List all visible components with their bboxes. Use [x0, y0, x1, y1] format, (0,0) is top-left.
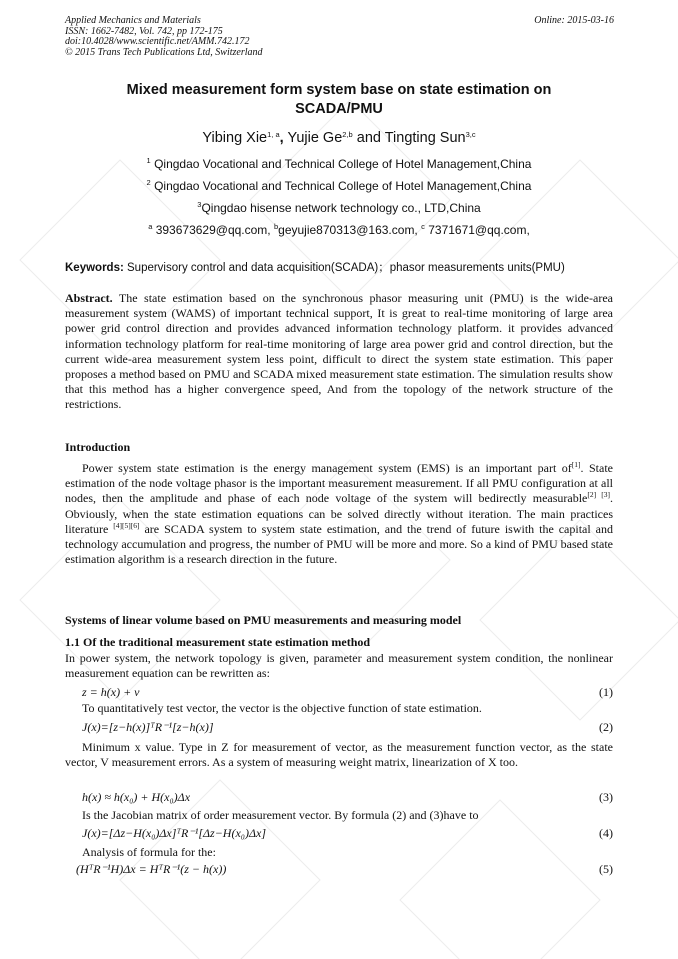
author-2: Yujie Ge: [287, 130, 343, 146]
equation-5-formula: (HᵀR⁻¹H)Δx = HᵀR⁻¹(z − h(x)): [76, 862, 227, 876]
aff-3-sup: 3: [197, 200, 202, 209]
aff-1-text: Qingdao Vocational and Technical College of Hotel Management,China: [154, 157, 532, 171]
aff-2-text: Qingdao Vocational and Technical College of Hotel Management,China: [154, 179, 532, 193]
intro-text-1: Power system state estimation is the energy management system (EMS) is an important part of: [82, 461, 572, 475]
aff-3-text: Qingdao hisense network technology co., LTD,China: [201, 201, 481, 215]
author-1-sup: 1, a: [267, 130, 280, 139]
email-b-sup: b: [273, 222, 279, 231]
section-text-3: Minimum x value. Type in Z for measurement of vector, as the measurement function vector, as the state vector, V measurement errors. As a system of measuring weight matrix, linearization of X too.: [65, 740, 613, 770]
author-3-sup: 3,c: [465, 130, 476, 139]
equation-3: [65, 790, 613, 805]
introduction-heading: Introduction: [65, 440, 131, 454]
abstract-label: Abstract.: [65, 291, 113, 305]
affiliation-3: [0, 201, 678, 215]
section-heading: Systems of linear volume based on PMU measurements and measuring model: [65, 613, 462, 627]
abstract: [65, 291, 613, 413]
equation-2-number: (2): [599, 720, 613, 734]
title-line-1: Mixed measurement form system base on state estimation on: [126, 82, 552, 98]
section-text-5: Analysis of formula for the:: [82, 845, 216, 859]
journal-header: [65, 16, 263, 58]
ref-4-6: [4][5][6]: [113, 520, 140, 530]
ref-1: [1]: [571, 460, 581, 469]
affiliation-2: [0, 179, 678, 193]
issn: ISSN: 1662-7482, Vol. 742, pp 172-175: [65, 25, 223, 37]
email-a: 393673629@qq.com,: [155, 223, 271, 237]
author-2-sup: 2,b: [342, 130, 353, 139]
subsection-heading: 1.1 Of the traditional measurement state estimation method: [65, 635, 371, 649]
doi: doi:10.4028/www.scientific.net/AMM.742.172: [65, 36, 250, 47]
intro-text-3: . Obviously, when the state estimation equations can be solved directly without iteration. The main practices literature: [65, 491, 613, 536]
emails: [0, 223, 678, 237]
equation-5: [65, 862, 613, 877]
intro-text-2: . State estimation of the node voltage phasor is the important measurement measurement. If all PMU configuration at all nodes, then the amplitude and phase of each node voltage of the system will bedirectly measurable: [65, 461, 613, 506]
section-text-1: In power system, the network topology is given, parameter and measurement system condition, the nonlinear measurement equation can be rewritten as:: [65, 651, 613, 681]
ref-2-3: [2] [3]: [587, 490, 610, 500]
paper-title: [70, 81, 608, 119]
section-text-2: To quantitatively test vector, the vector is the objective function of state estimation.: [82, 701, 482, 715]
equation-3-number: (3): [599, 790, 613, 804]
author-3: Tingting Sun: [384, 130, 466, 146]
author-1: Yibing Xie: [202, 130, 268, 146]
email-b: geyujie870313@163.com,: [278, 223, 418, 237]
author-and: and: [356, 130, 381, 146]
equation-5-number: (5): [599, 862, 613, 876]
equation-1-formula: z = h(x) + v: [82, 685, 140, 699]
keywords-text: Supervisory control and data acquisition(SCADA)；phasor measurements units(PMU): [127, 262, 565, 274]
equation-1-number: (1): [599, 685, 613, 699]
introduction-paragraph: [65, 461, 613, 567]
equation-2-formula: J(x)=[z−h(x)]ᵀR⁻¹[z−h(x)]: [82, 720, 214, 734]
aff-2-sup: 2: [146, 178, 151, 187]
email-a-sup: a: [148, 222, 153, 231]
journal-name: Applied Mechanics and Materials: [65, 15, 201, 26]
online-date: Online: 2015-03-16: [534, 15, 614, 26]
email-c-sup: c: [421, 222, 425, 231]
aff-1-sup: 1: [146, 156, 151, 165]
equation-3-formula: h(x) ≈ h(x₀) + H(x₀)Δx: [82, 790, 191, 804]
email-c: 7371671@qq.com,: [428, 223, 530, 237]
section-text-4: Is the Jacobian matrix of order measurement vector. By formula (2) and (3)have to: [82, 808, 479, 822]
equation-4-formula: J(x)=[Δz−H(x₀)Δx]ᵀR⁻¹[Δz−H(x₀)Δx]: [82, 826, 266, 840]
equation-4: [65, 826, 613, 841]
title-line-2: SCADA/PMU: [295, 101, 383, 117]
equation-4-number: (4): [599, 826, 613, 840]
copyright: © 2015 Trans Tech Publications Ltd, Switzerland: [65, 46, 263, 58]
abstract-text: The state estimation based on the synchronous phasor measuring unit (PMU) is the wide-area measurement system (WAMS) of important technical support, It is great to real-time monitoring of large area power grid control direction and provides advanced information technology platform. it provides advanced information technology platform for real-time monitoring of large area power grid and control direction, but the current wide-area measurement system less point, difficult to direct the system state estimation. This paper proposes a method based on PMU and SCADA mixed measurement state estimation. The simulation results show that this method has a higher convergence speed, And from the topology of the network structure of the restrictions.: [65, 291, 613, 412]
keywords: [65, 259, 565, 275]
equation-1: [65, 685, 613, 700]
equation-2: [65, 720, 613, 735]
intro-text-4: are SCADA system to system state estimation, and the trend of future iswith the capital and technology accumulation and progress, the number of PMU will be more and more. So a kind of PMU based state estimation algorithm is a research direction in the future.: [65, 521, 613, 567]
author-list: Yibing Xie$^{1, a}$, Yujie Ge$^{2,b}$ and Tingting Sun$^{3,c}$: [202, 130, 476, 146]
keywords-label: Keywords:: [65, 262, 124, 274]
affiliation-1: [0, 157, 678, 171]
